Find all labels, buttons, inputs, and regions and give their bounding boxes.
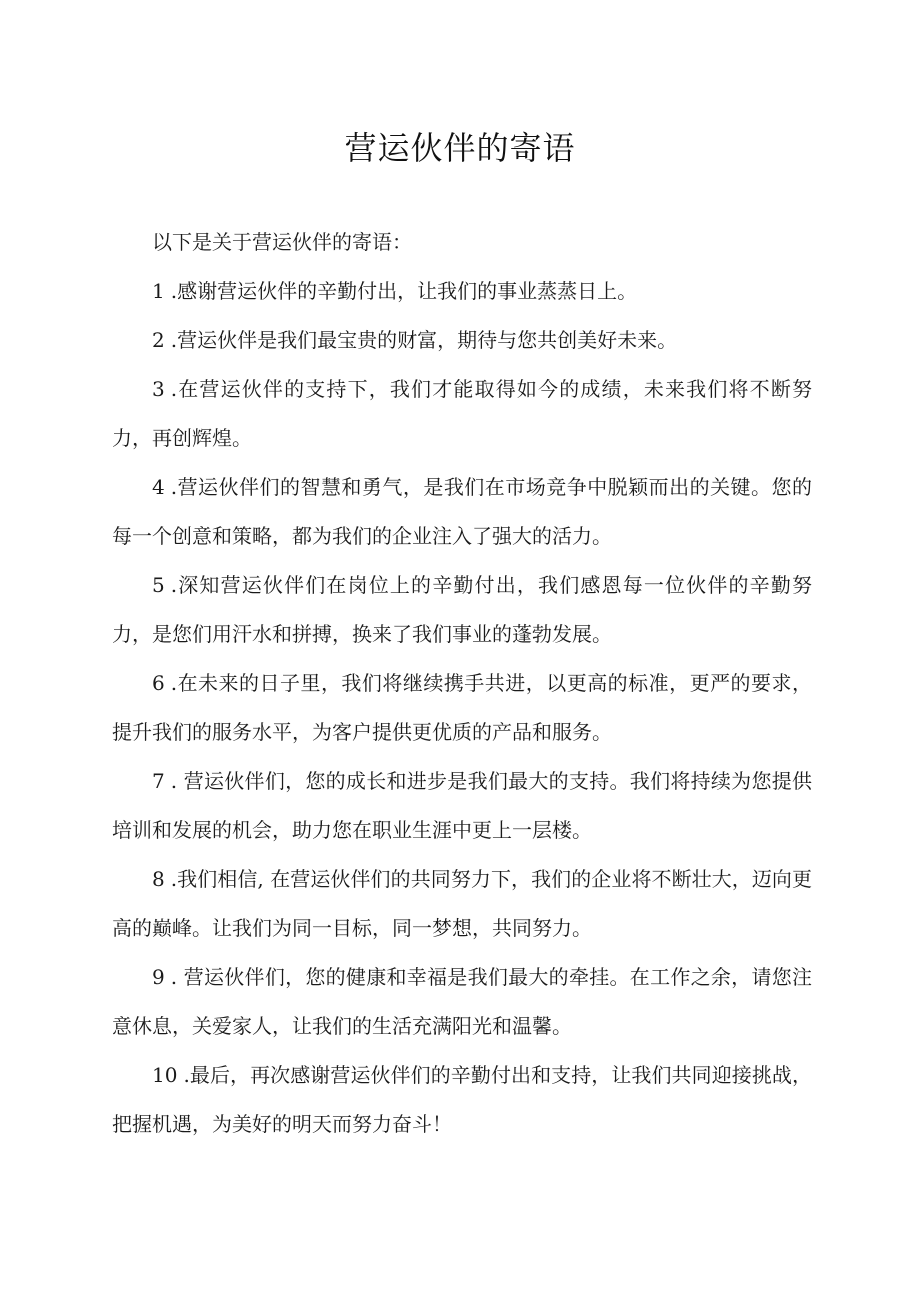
message-item-1 [112, 267, 812, 316]
item-text: .感谢营运伙伴的辛勤付出，让我们的事业蒸蒸日上。 [170, 279, 638, 303]
item-text: . 营运伙伴们，您的健康和幸福是我们最大的牵挂。在工作之余，请您注意休息，关爱家人，让我们的生活充满阳光和温馨。 [112, 965, 812, 1038]
item-number: 1 [152, 279, 165, 303]
message-item-7 [112, 757, 812, 855]
item-text: .在未来的日子里，我们将继续携手共进，以更高的标准，更严的要求，提升我们的服务水平，为客户提供更优质的产品和服务。 [112, 671, 812, 744]
item-text: .深知营运伙伴们在岗位上的辛勤付出，我们感恩每一位伙伴的辛勤努力，是您们用汗水和拼搏，换来了我们事业的蓬勃发展。 [112, 573, 812, 646]
item-number: 5 [152, 573, 165, 597]
item-text: .营运伙伴们的智慧和勇气，是我们在市场竞争中脱颖而出的关键。您的每一个创意和策略，都为我们的企业注入了强大的活力。 [112, 475, 812, 548]
message-item-2 [112, 316, 812, 365]
message-item-6 [112, 659, 812, 757]
item-text: .我们相信, 在营运伙伴们的共同努力下，我们的企业将不断壮大，迈向更高的巅峰。让我们为同一目标，同一梦想，共同努力。 [112, 867, 812, 940]
message-item-8 [112, 855, 812, 953]
item-number: 10 [152, 1063, 178, 1087]
item-number: 2 [152, 328, 165, 352]
message-item-5 [112, 561, 812, 659]
message-item-3 [112, 365, 812, 463]
message-item-10 [112, 1051, 812, 1149]
item-text: .最后，再次感谢营运伙伴们的辛勤付出和支持，让我们共同迎接挑战，把握机遇，为美好的明天而努力奋斗！ [112, 1063, 812, 1136]
item-text: .营运伙伴是我们最宝贵的财富，期待与您共创美好未来。 [170, 328, 678, 352]
item-number: 6 [152, 671, 165, 695]
message-item-9 [112, 953, 812, 1051]
document-title: 营运伙伴的寄语 [344, 129, 576, 167]
item-number: 8 [152, 867, 165, 891]
message-item-4 [112, 463, 812, 561]
item-number: 9 [152, 965, 165, 989]
document-body [112, 218, 812, 1149]
item-text: .在营运伙伴的支持下，我们才能取得如今的成绩，未来我们将不断努力，再创辉煌。 [112, 377, 812, 450]
intro-paragraph: 以下是关于营运伙伴的寄语： [152, 230, 412, 254]
item-text: . 营运伙伴们，您的成长和进步是我们最大的支持。我们将持续为您提供培训和发展的机会，助力您在职业生涯中更上一层楼。 [112, 769, 812, 842]
item-number: 3 [152, 377, 165, 401]
item-number: 7 [152, 769, 165, 793]
item-number: 4 [152, 475, 165, 499]
